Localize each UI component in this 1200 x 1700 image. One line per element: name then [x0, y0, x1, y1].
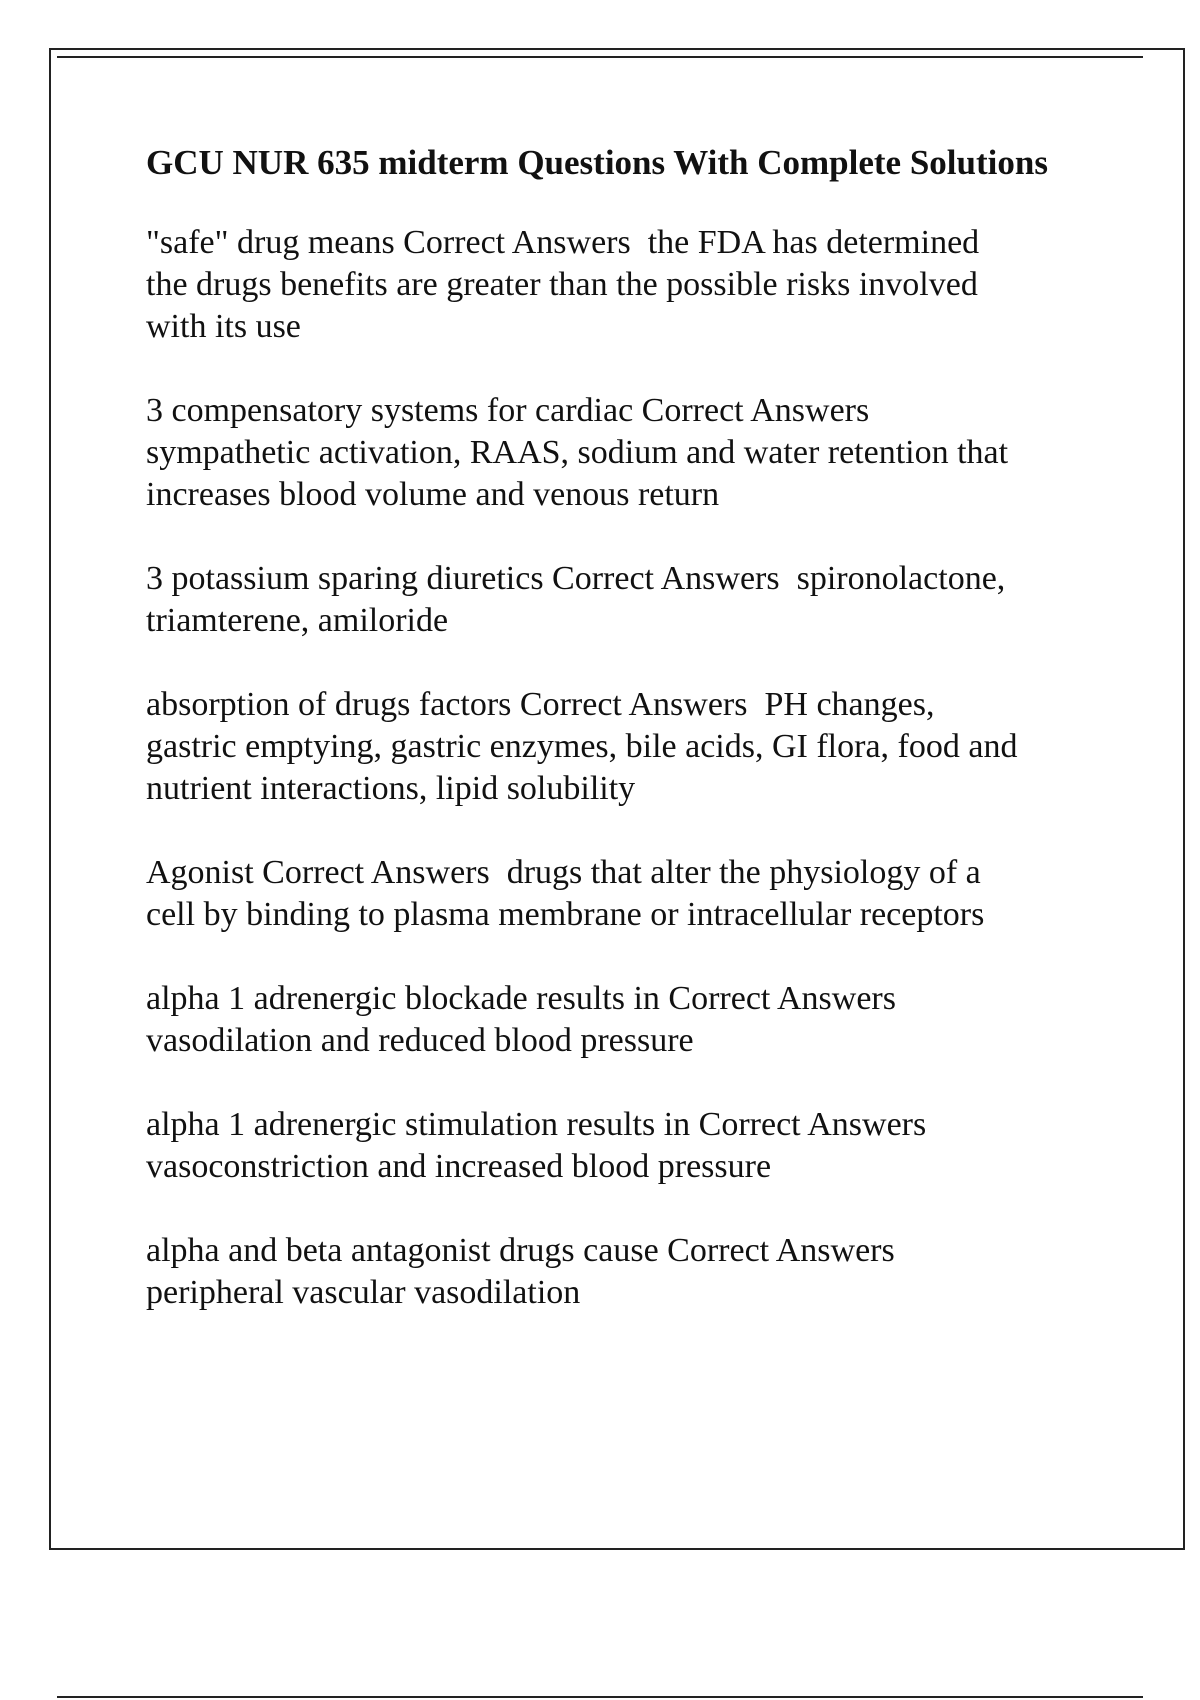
qa-entry-line: nutrient interactions, lipid solubility	[146, 770, 636, 807]
qa-entry-line: triamterene, amiloride	[146, 602, 449, 639]
qa-entry-line: alpha 1 adrenergic stimulation results in Correct Answers	[146, 1106, 927, 1143]
qa-entry-line: Agonist Correct Answers drugs that alter the physiology of a	[146, 854, 981, 891]
qa-entry	[146, 390, 1106, 516]
qa-entry-line: with its use	[146, 308, 301, 345]
qa-entry-line: 3 compensatory systems for cardiac Correct Answers	[146, 392, 870, 429]
qa-entry-line: sympathetic activation, RAAS, sodium and water retention that	[146, 434, 1009, 471]
qa-entry-line: cell by binding to plasma membrane or intracellular receptors	[146, 896, 985, 933]
qa-entry-line: gastric emptying, gastric enzymes, bile acids, GI flora, food and	[146, 728, 1018, 765]
qa-entry-line: alpha 1 adrenergic blockade results in Correct Answers	[146, 980, 896, 1017]
qa-entry-line: peripheral vascular vasodilation	[146, 1274, 581, 1311]
qa-entry	[146, 684, 1106, 810]
document-title: GCU NUR 635 midterm Questions With Complete Solutions	[146, 143, 1048, 182]
qa-entry-line: vasodilation and reduced blood pressure	[146, 1022, 694, 1059]
qa-entry	[146, 558, 1106, 642]
qa-entry-list	[146, 222, 1106, 1314]
qa-entry	[146, 978, 1106, 1062]
qa-entry-line: vasoconstriction and increased blood pressure	[146, 1148, 772, 1185]
top-horizontal-rule	[57, 56, 1143, 58]
qa-entry	[146, 1104, 1106, 1188]
qa-entry-line: 3 potassium sparing diuretics Correct Answers spironolactone,	[146, 560, 1006, 597]
qa-entry-line: increases blood volume and venous return	[146, 476, 720, 513]
bottom-horizontal-rule	[57, 1696, 1143, 1698]
qa-entry-line: the drugs benefits are greater than the possible risks involved	[146, 266, 978, 303]
qa-entry-line: alpha and beta antagonist drugs cause Correct Answers	[146, 1232, 895, 1269]
qa-entry	[146, 852, 1106, 936]
qa-entry	[146, 1230, 1106, 1314]
qa-entry-line: absorption of drugs factors Correct Answers PH changes,	[146, 686, 935, 723]
document-body	[146, 142, 1106, 1356]
qa-entry-line: "safe" drug means Correct Answers the FDA has determined	[146, 224, 980, 261]
qa-entry	[146, 222, 1106, 348]
